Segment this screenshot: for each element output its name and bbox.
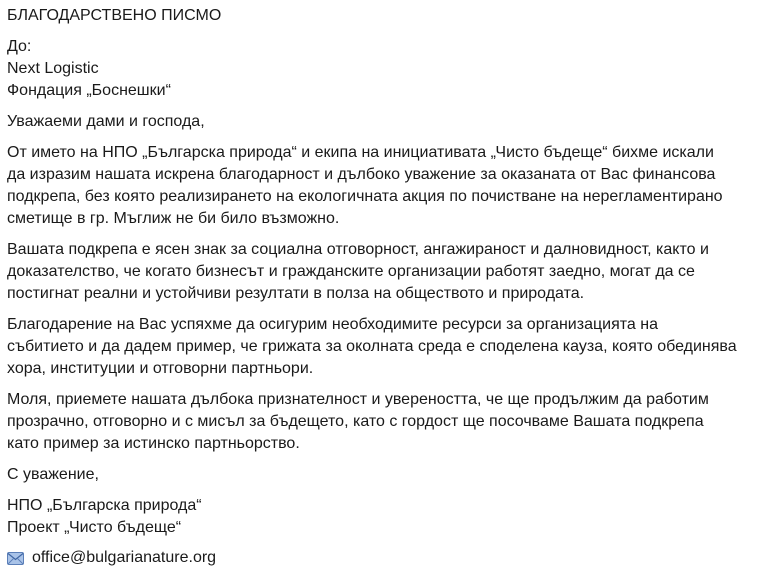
paragraph-1 (7, 142, 767, 230)
paragraph-line: От името на НПО „Българска природа“ и екипа на инициативата „Чисто бъдеще“ бихме искали (7, 144, 714, 161)
closing-text: С уважение, (7, 466, 99, 483)
contact-email-row[interactable] (7, 547, 767, 569)
paragraph-3 (7, 314, 767, 380)
letter-title (7, 5, 767, 27)
signature-line: Проект „Чисто бъдеще“ (7, 519, 182, 536)
paragraph-line: Вашата подкрепа е ясен знак за социална отговорност, ангажираност и далновидност, както и (7, 241, 709, 258)
paragraph-line: доказателство, че когато бизнесът и гражданските организации работят заедно, могат да се (7, 263, 695, 280)
envelope-icon (7, 550, 24, 567)
paragraph-line: като пример за истинско партньорство. (7, 435, 300, 452)
greeting-text: Уважаеми дами и господа, (7, 113, 205, 130)
paragraph-line: Благодарение на Вас успяхме да осигурим необходимите ресурси за организацията на (7, 316, 658, 333)
paragraph-line: хора, институции и отговорни партньори. (7, 360, 314, 377)
paragraph-line: подкрепа, без която реализирането на екологичната акция по почистване на нерегламентирано (7, 188, 723, 205)
paragraph-line: прозрачно, отговорно и с мисъл за бъдещето, като с гордост ще посочваме Вашата подкрепа (7, 413, 704, 430)
letter (7, 5, 767, 569)
recipient-block (7, 36, 767, 102)
paragraph-2 (7, 239, 767, 305)
signature-line: НПО „Българска природа“ (7, 497, 202, 514)
signature-block (7, 495, 767, 539)
letter-title-text: БЛАГОДАРСТВЕНО ПИСМО (7, 7, 222, 24)
paragraph-line: да изразим нашата искрена благодарност и дълбоко уважение за оказаната от Вас финансова (7, 166, 716, 183)
paragraph-4 (7, 389, 767, 455)
recipient-line: Next Logistic (7, 60, 99, 77)
contact-email[interactable]: office@bulgarianature.org (32, 549, 217, 566)
greeting (7, 111, 767, 133)
paragraph-line: постигнат реални и устойчиви резултати в полза на обществото и природата. (7, 285, 585, 302)
closing (7, 464, 767, 486)
paragraph-line: сметище в гр. Мъглиж не би било възможно. (7, 210, 340, 227)
paragraph-line: събитието и да дадем пример, че грижата за околната среда е споделена кауза, която обединява (7, 338, 737, 355)
paragraph-line: Моля, приемете нашата дълбока признателност и увереността, че ще продължим да работим (7, 391, 709, 408)
recipient-label: До: (7, 38, 32, 55)
recipient-line: Фондация „Боснешки“ (7, 82, 171, 99)
